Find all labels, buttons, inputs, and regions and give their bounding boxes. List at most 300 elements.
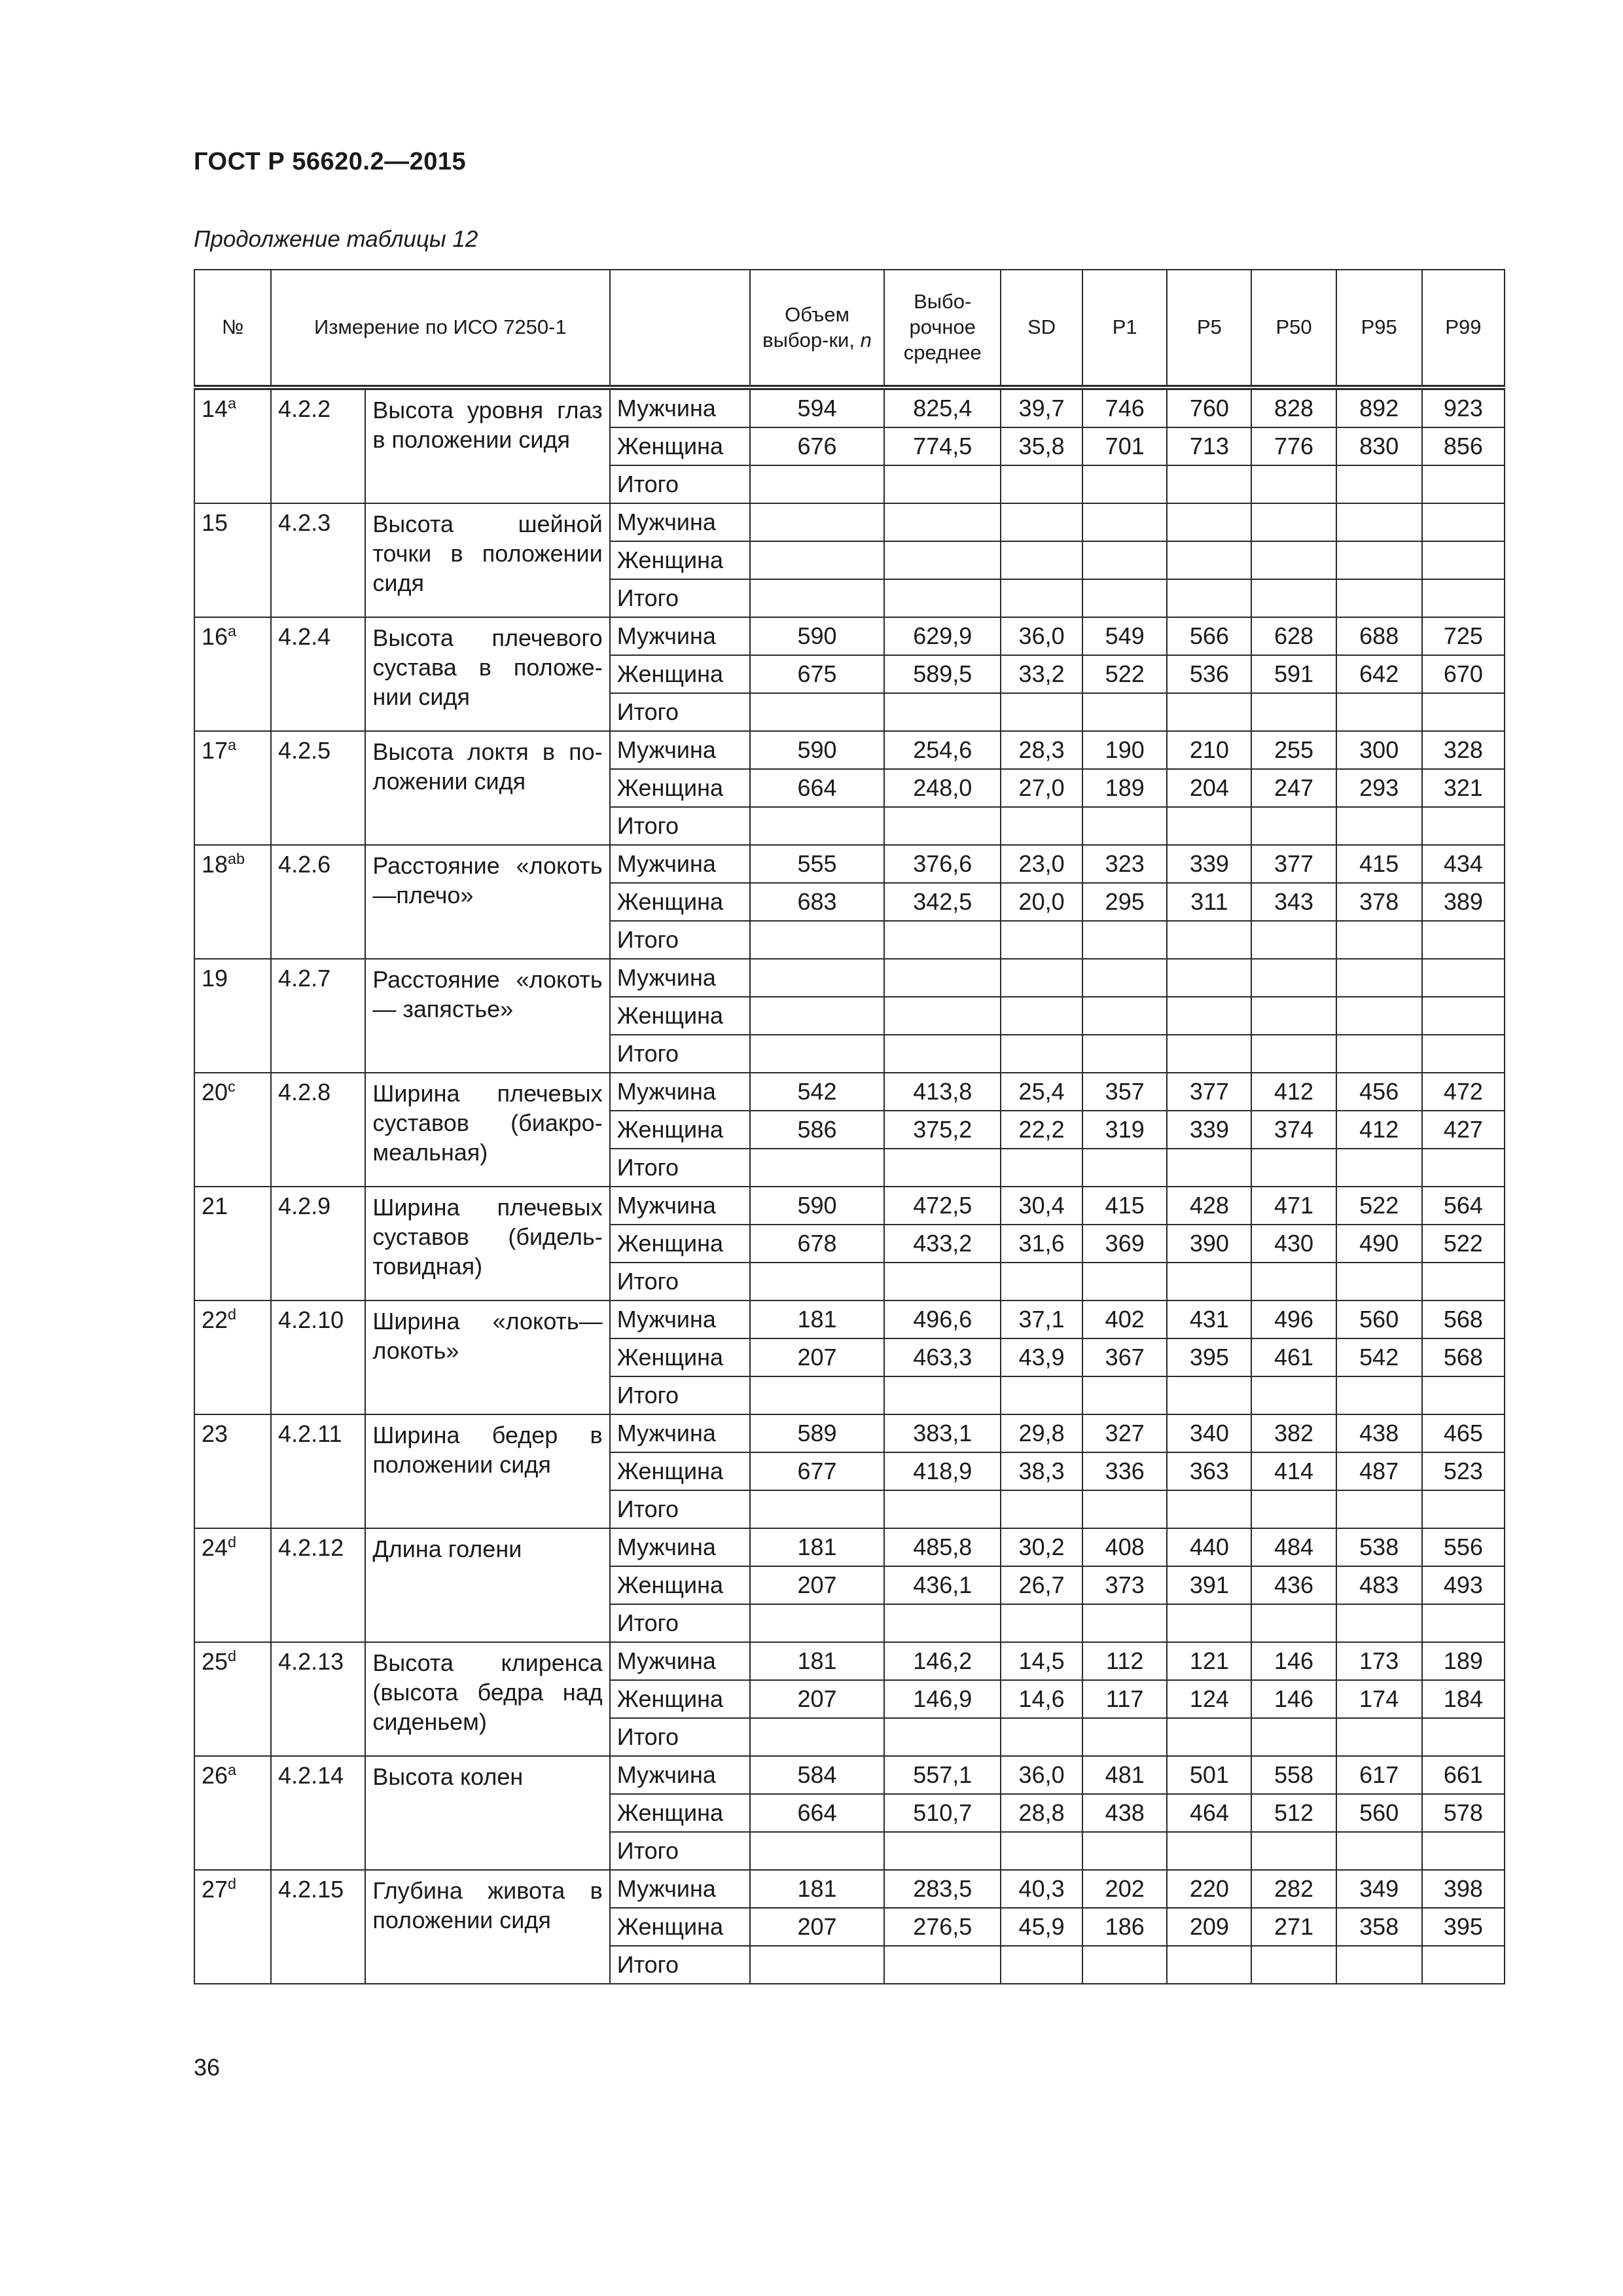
iso-clause: 4.2.8 [271, 1073, 365, 1187]
measurement-name: Расстояние «локоть— запястье» [365, 959, 609, 1073]
value-cell: 629,9 [884, 617, 1001, 655]
value-cell: 300 [1336, 731, 1422, 769]
value-cell [884, 959, 1001, 997]
table-row [194, 1187, 1505, 1225]
sex-label: Мужчина [610, 1528, 750, 1566]
row-number: 24 [202, 1534, 228, 1561]
value-cell [750, 1263, 885, 1300]
value-cell [750, 1604, 885, 1642]
value-cell: 560 [1336, 1300, 1422, 1338]
iso-clause: 4.2.2 [271, 387, 365, 503]
value-cell [1251, 1946, 1336, 1984]
value-cell: 207 [750, 1338, 885, 1376]
value-cell: 461 [1251, 1338, 1336, 1376]
measurement-name: Высота локтя в по-ложении сидя [365, 731, 609, 845]
value-cell: 856 [1422, 427, 1505, 465]
footnote-marker: a [228, 395, 237, 412]
value-cell: 28,3 [1001, 731, 1082, 769]
value-cell: 189 [1422, 1642, 1505, 1680]
value-cell: 382 [1251, 1414, 1336, 1452]
value-cell: 336 [1082, 1452, 1167, 1490]
value-cell: 830 [1336, 427, 1422, 465]
iso-clause: 4.2.4 [271, 617, 365, 731]
value-cell: 207 [750, 1566, 885, 1604]
value-cell [884, 503, 1001, 541]
iso-clause: 4.2.11 [271, 1414, 365, 1528]
value-cell [1001, 1832, 1082, 1870]
value-cell: 248,0 [884, 769, 1001, 807]
row-number-cell [194, 959, 271, 1073]
value-cell: 523 [1422, 1452, 1505, 1490]
value-cell: 760 [1167, 387, 1251, 427]
footnote-marker: ab [228, 850, 245, 867]
value-cell: 377 [1167, 1073, 1251, 1111]
value-cell: 209 [1167, 1908, 1251, 1946]
value-cell: 746 [1082, 387, 1167, 427]
value-cell [1167, 1490, 1251, 1528]
value-cell: 36,0 [1001, 1756, 1082, 1794]
value-cell: 427 [1422, 1111, 1505, 1149]
value-cell: 373 [1082, 1566, 1167, 1604]
value-cell: 578 [1422, 1794, 1505, 1832]
value-cell: 25,4 [1001, 1073, 1082, 1111]
value-cell: 408 [1082, 1528, 1167, 1566]
header-p50: P50 [1251, 270, 1336, 387]
value-cell [1251, 921, 1336, 959]
value-cell [1422, 1490, 1505, 1528]
value-cell: 617 [1336, 1756, 1422, 1794]
sex-label: Мужчина [610, 731, 750, 769]
value-cell: 590 [750, 617, 885, 655]
value-cell: 560 [1336, 1794, 1422, 1832]
value-cell [1082, 693, 1167, 731]
value-cell: 555 [750, 845, 885, 883]
table-row [194, 731, 1505, 769]
sex-label: Женщина [610, 883, 750, 921]
value-cell: 496,6 [884, 1300, 1001, 1338]
table-row [194, 387, 1505, 427]
value-cell: 661 [1422, 1756, 1505, 1794]
value-cell: 584 [750, 1756, 885, 1794]
value-cell [750, 541, 885, 579]
measurement-name: Высота плечевого сустава в положе-нии сидя [365, 617, 609, 731]
value-cell: 415 [1336, 845, 1422, 883]
value-cell [1082, 1376, 1167, 1414]
value-cell: 30,2 [1001, 1528, 1082, 1566]
value-cell [884, 997, 1001, 1035]
value-cell [750, 1490, 885, 1528]
value-cell: 436 [1251, 1566, 1336, 1604]
value-cell [884, 1490, 1001, 1528]
footnote-marker: d [228, 1534, 237, 1551]
value-cell [884, 579, 1001, 617]
value-cell [1422, 1263, 1505, 1300]
measurement-name: Расстояние «локоть—плечо» [365, 845, 609, 959]
sex-label: Мужчина [610, 1073, 750, 1111]
value-cell [1082, 541, 1167, 579]
value-cell [1422, 1604, 1505, 1642]
value-cell [1422, 693, 1505, 731]
value-cell: 378 [1336, 883, 1422, 921]
value-cell: 339 [1167, 845, 1251, 883]
value-cell [1082, 503, 1167, 541]
value-cell: 14,6 [1001, 1680, 1082, 1718]
value-cell [1001, 1376, 1082, 1414]
value-cell [1336, 579, 1422, 617]
value-cell: 189 [1082, 769, 1167, 807]
header-sd: SD [1001, 270, 1082, 387]
value-cell: 677 [750, 1452, 885, 1490]
value-cell [1082, 1604, 1167, 1642]
value-cell: 688 [1336, 617, 1422, 655]
sex-label: Женщина [610, 427, 750, 465]
value-cell [1251, 959, 1336, 997]
row-number-cell [194, 731, 271, 845]
value-cell [1251, 1490, 1336, 1528]
value-cell [1082, 997, 1167, 1035]
value-cell [1422, 541, 1505, 579]
row-number-cell [194, 387, 271, 503]
measurement-name: Ширина плечевых суставов (бидель-товидная) [365, 1187, 609, 1300]
value-cell [1422, 503, 1505, 541]
table-caption: Продолжение таблицы 12 [194, 226, 478, 252]
value-cell: 181 [750, 1300, 885, 1338]
value-cell: 343 [1251, 883, 1336, 921]
value-cell [750, 693, 885, 731]
iso-clause: 4.2.10 [271, 1300, 365, 1414]
value-cell: 415 [1082, 1187, 1167, 1225]
value-cell [1422, 465, 1505, 503]
value-cell: 327 [1082, 1414, 1167, 1452]
value-cell: 402 [1082, 1300, 1167, 1338]
table-row [194, 1300, 1505, 1338]
value-cell [1001, 579, 1082, 617]
value-cell: 676 [750, 427, 885, 465]
value-cell [1082, 807, 1167, 845]
value-cell: 664 [750, 1794, 885, 1832]
value-cell [1167, 503, 1251, 541]
iso-clause: 4.2.7 [271, 959, 365, 1073]
table-body [194, 387, 1505, 1984]
value-cell: 36,0 [1001, 617, 1082, 655]
value-cell: 40,3 [1001, 1870, 1082, 1908]
sex-label: Женщина [610, 1566, 750, 1604]
row-number: 27 [202, 1876, 228, 1903]
sex-label: Итого [610, 807, 750, 845]
value-cell: 564 [1422, 1187, 1505, 1225]
value-cell: 39,7 [1001, 387, 1082, 427]
value-cell [750, 997, 885, 1035]
value-cell [1251, 997, 1336, 1035]
table-row [194, 1756, 1505, 1794]
value-cell [750, 503, 885, 541]
value-cell [884, 1604, 1001, 1642]
value-cell [1082, 1946, 1167, 1984]
value-cell: 339 [1167, 1111, 1251, 1149]
anthropometric-table [194, 269, 1505, 1984]
iso-clause: 4.2.3 [271, 503, 365, 617]
value-cell [1336, 465, 1422, 503]
value-cell: 713 [1167, 427, 1251, 465]
value-cell [1082, 465, 1167, 503]
value-cell [750, 1035, 885, 1073]
value-cell [750, 921, 885, 959]
row-number: 20 [202, 1079, 228, 1105]
value-cell [1001, 807, 1082, 845]
row-number: 14 [202, 395, 228, 422]
value-cell [884, 465, 1001, 503]
row-number-cell [194, 1528, 271, 1642]
value-cell: 557,1 [884, 1756, 1001, 1794]
value-cell [1001, 959, 1082, 997]
value-cell [1336, 1149, 1422, 1187]
value-cell: 670 [1422, 655, 1505, 693]
sex-label: Мужчина [610, 1756, 750, 1794]
value-cell: 29,8 [1001, 1414, 1082, 1452]
sex-label: Итого [610, 465, 750, 503]
value-cell: 22,2 [1001, 1111, 1082, 1149]
footnote-marker: d [228, 1647, 237, 1664]
value-cell: 207 [750, 1680, 885, 1718]
value-cell: 549 [1082, 617, 1167, 655]
sex-label: Женщина [610, 997, 750, 1035]
value-cell: 510,7 [884, 1794, 1001, 1832]
iso-clause: 4.2.13 [271, 1642, 365, 1756]
value-cell: 522 [1082, 655, 1167, 693]
value-cell: 210 [1167, 731, 1251, 769]
value-cell [1422, 1035, 1505, 1073]
value-cell: 433,2 [884, 1225, 1001, 1263]
value-cell: 37,1 [1001, 1300, 1082, 1338]
sex-label: Мужчина [610, 1414, 750, 1452]
value-cell [1082, 1490, 1167, 1528]
footnote-marker: d [228, 1875, 237, 1892]
value-cell [1001, 1035, 1082, 1073]
value-cell: 536 [1167, 655, 1251, 693]
value-cell [1422, 1718, 1505, 1756]
sex-label: Мужчина [610, 1300, 750, 1338]
value-cell: 436,1 [884, 1566, 1001, 1604]
measurement-name: Длина голени [365, 1528, 609, 1642]
value-cell [1001, 1149, 1082, 1187]
value-cell: 558 [1251, 1756, 1336, 1794]
value-cell: 357 [1082, 1073, 1167, 1111]
value-cell: 628 [1251, 617, 1336, 655]
value-cell [1001, 921, 1082, 959]
value-cell: 590 [750, 1187, 885, 1225]
value-cell: 483 [1336, 1566, 1422, 1604]
table-row [194, 617, 1505, 655]
row-number-cell [194, 1300, 271, 1414]
value-cell: 434 [1422, 845, 1505, 883]
value-cell [1336, 1490, 1422, 1528]
value-cell: 323 [1082, 845, 1167, 883]
value-cell [1422, 997, 1505, 1035]
value-cell: 374 [1251, 1111, 1336, 1149]
value-cell: 390 [1167, 1225, 1251, 1263]
value-cell: 26,7 [1001, 1566, 1082, 1604]
value-cell: 190 [1082, 731, 1167, 769]
value-cell: 568 [1422, 1300, 1505, 1338]
sex-label: Женщина [610, 1908, 750, 1946]
sex-label: Женщина [610, 1111, 750, 1149]
row-number-cell [194, 1870, 271, 1984]
value-cell: 38,3 [1001, 1452, 1082, 1490]
footnote-marker: a [228, 622, 237, 639]
value-cell: 412 [1251, 1073, 1336, 1111]
value-cell: 342,5 [884, 883, 1001, 921]
measurement-name: Ширина бедер в положении сидя [365, 1414, 609, 1528]
value-cell [1167, 807, 1251, 845]
table-row [194, 1414, 1505, 1452]
sex-label: Женщина [610, 541, 750, 579]
header-sample-size-text: Объем выбор-ки, n [762, 302, 872, 351]
value-cell [1336, 1718, 1422, 1756]
value-cell: 207 [750, 1908, 885, 1946]
value-cell: 774,5 [884, 427, 1001, 465]
value-cell [1167, 1149, 1251, 1187]
value-cell: 542 [750, 1073, 885, 1111]
value-cell: 124 [1167, 1680, 1251, 1718]
value-cell: 395 [1167, 1338, 1251, 1376]
value-cell [1001, 1490, 1082, 1528]
value-cell [1167, 1376, 1251, 1414]
sex-label: Итого [610, 579, 750, 617]
value-cell [1336, 1035, 1422, 1073]
sex-label: Женщина [610, 655, 750, 693]
value-cell: 117 [1082, 1680, 1167, 1718]
iso-clause: 4.2.9 [271, 1187, 365, 1300]
value-cell [1251, 503, 1336, 541]
value-cell: 438 [1336, 1414, 1422, 1452]
sex-label: Итого [610, 1832, 750, 1870]
value-cell [884, 807, 1001, 845]
sex-label: Итого [610, 693, 750, 731]
value-cell: 383,1 [884, 1414, 1001, 1452]
value-cell: 121 [1167, 1642, 1251, 1680]
sex-label: Женщина [610, 1794, 750, 1832]
iso-clause: 4.2.6 [271, 845, 365, 959]
sex-label: Итого [610, 1490, 750, 1528]
value-cell [1167, 997, 1251, 1035]
header-no: № [194, 270, 271, 387]
sex-label: Женщина [610, 1225, 750, 1263]
value-cell [1336, 959, 1422, 997]
value-cell [1082, 1263, 1167, 1300]
value-cell: 247 [1251, 769, 1336, 807]
value-cell [1082, 1149, 1167, 1187]
sex-label: Мужчина [610, 387, 750, 427]
header-sex [610, 270, 750, 387]
value-cell [1251, 1718, 1336, 1756]
value-cell [1336, 503, 1422, 541]
value-cell: 30,4 [1001, 1187, 1082, 1225]
row-number: 23 [202, 1420, 228, 1447]
value-cell [1167, 1604, 1251, 1642]
value-cell: 538 [1336, 1528, 1422, 1566]
row-number: 16 [202, 623, 228, 650]
value-cell: 642 [1336, 655, 1422, 693]
sex-label: Мужчина [610, 1870, 750, 1908]
value-cell [1422, 807, 1505, 845]
value-cell [884, 1149, 1001, 1187]
table-row [194, 1073, 1505, 1111]
value-cell: 463,3 [884, 1338, 1001, 1376]
value-cell [1167, 1035, 1251, 1073]
value-cell: 490 [1336, 1225, 1422, 1263]
value-cell: 282 [1251, 1870, 1336, 1908]
value-cell: 367 [1082, 1338, 1167, 1376]
value-cell [1167, 1263, 1251, 1300]
value-cell: 293 [1336, 769, 1422, 807]
measurement-name: Высота клиренса (высота бедра над сиденьем) [365, 1642, 609, 1756]
value-cell: 14,5 [1001, 1642, 1082, 1680]
footnote-marker: a [228, 736, 237, 753]
value-cell: 112 [1082, 1642, 1167, 1680]
row-number-cell [194, 1642, 271, 1756]
value-cell [1251, 1376, 1336, 1414]
sex-label: Итого [610, 1035, 750, 1073]
sex-label: Итого [610, 1946, 750, 1984]
header-p1: P1 [1082, 270, 1167, 387]
iso-clause: 4.2.15 [271, 1870, 365, 1984]
value-cell [750, 807, 885, 845]
page-number: 36 [194, 2054, 221, 2081]
value-cell [1167, 959, 1251, 997]
value-cell [884, 1946, 1001, 1984]
header-sample-mean: Выбо-рочное среднее [884, 270, 1001, 387]
sex-label: Мужчина [610, 617, 750, 655]
row-number: 21 [202, 1193, 228, 1219]
value-cell: 566 [1167, 617, 1251, 655]
value-cell: 568 [1422, 1338, 1505, 1376]
table-row [194, 845, 1505, 883]
value-cell: 319 [1082, 1111, 1167, 1149]
value-cell [1422, 1149, 1505, 1187]
value-cell: 363 [1167, 1452, 1251, 1490]
value-cell: 496 [1251, 1300, 1336, 1338]
row-number: 26 [202, 1762, 228, 1789]
value-cell: 923 [1422, 387, 1505, 427]
value-cell [1336, 1832, 1422, 1870]
value-cell: 146 [1251, 1642, 1336, 1680]
footnote-marker: a [228, 1761, 237, 1778]
value-cell: 398 [1422, 1870, 1505, 1908]
value-cell: 678 [750, 1225, 885, 1263]
value-cell: 377 [1251, 845, 1336, 883]
value-cell [750, 1376, 885, 1414]
value-cell [1001, 1263, 1082, 1300]
value-cell: 472,5 [884, 1187, 1001, 1225]
sex-label: Итого [610, 1604, 750, 1642]
value-cell: 358 [1336, 1908, 1422, 1946]
value-cell: 45,9 [1001, 1908, 1082, 1946]
footnote-marker: c [228, 1078, 236, 1095]
value-cell [1336, 693, 1422, 731]
value-cell: 20,0 [1001, 883, 1082, 921]
sex-label: Женщина [610, 769, 750, 807]
value-cell [750, 1832, 885, 1870]
row-number-cell [194, 1414, 271, 1528]
value-cell [750, 1718, 885, 1756]
value-cell [1251, 693, 1336, 731]
measurement-name: Высота шейной точки в положении сидя [365, 503, 609, 617]
value-cell [1251, 807, 1336, 845]
measurement-name: Глубина живота в положении сидя [365, 1870, 609, 1984]
value-cell: 589 [750, 1414, 885, 1452]
measurement-name: Высота уровня глаз в положении сидя [365, 387, 609, 503]
sex-label: Итого [610, 1376, 750, 1414]
